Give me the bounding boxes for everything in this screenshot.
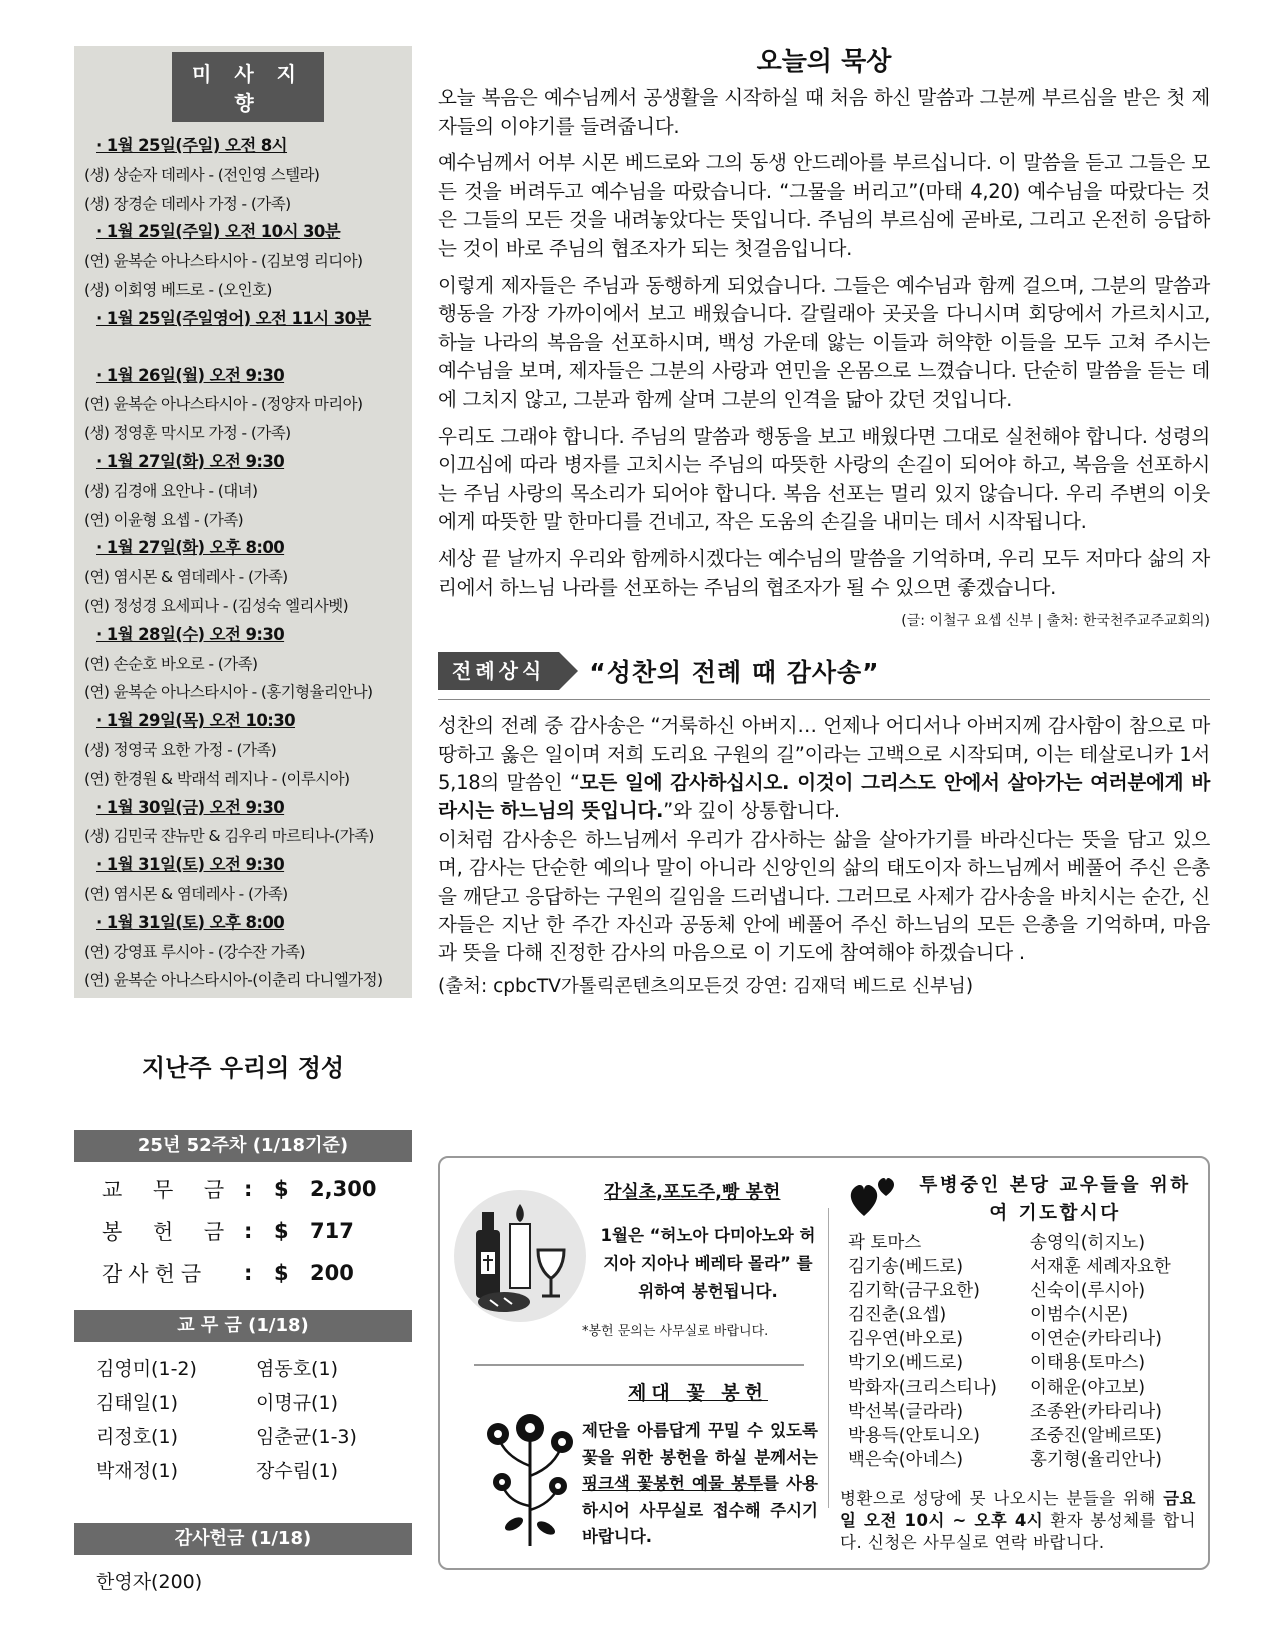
mass-intention: (생) 정영국 요한 가정 - (가족) <box>84 740 277 759</box>
patient-name: 홍기형(율리안나) <box>1030 1449 1162 1470</box>
kyomu-name: 김태일(1) <box>96 1392 178 1414</box>
patient-name: 서재훈 세례자요한 <box>1030 1257 1171 1278</box>
mass-intentions-box <box>74 46 412 998</box>
mass-date-text: · 1월 30일(금) 오전 9:30 <box>96 797 285 817</box>
kyomu-name: 김영미(1-2) <box>96 1358 197 1380</box>
offering-amount: 200 <box>310 1261 354 1285</box>
meditation-source: (글: 이철구 요셉 신부 | 출처: 한국천주교주교회의) <box>901 613 1210 630</box>
patient-name: 이태용(토마스) <box>1030 1353 1146 1374</box>
patient-name: 이범수(시몬) <box>1030 1305 1129 1326</box>
mass-date <box>84 534 412 563</box>
mass-intention: (연) 손순호 바오로 - (가족) <box>84 654 258 673</box>
mass-date <box>84 909 412 938</box>
patient-name: 이해운(야고보) <box>1030 1377 1146 1398</box>
altar-items-illustration <box>454 1190 586 1322</box>
offering-title: 지난주 우리의 정성 <box>141 1054 345 1082</box>
kyomu-name: 염동호(1) <box>256 1358 338 1380</box>
kyomu-name: 이명규(1) <box>256 1392 338 1414</box>
liturgy-body <box>438 712 1210 968</box>
patient-name: 백은숙(아네스) <box>848 1449 964 1470</box>
liturgy-source: (출처: cpbcTV가톨릭콘텐츠의모든것 강연: 김재덕 베드로 신부님) <box>438 975 974 997</box>
thanks-name: 한영자(200) <box>96 1571 203 1593</box>
offering-summary <box>74 1162 412 1294</box>
mass-intention: (연) 한경원 & 박래석 레지나 - (이루시아) <box>84 769 350 788</box>
thanks-bar: 감사헌금 (1/18) <box>74 1523 412 1555</box>
offering-cur: $ <box>274 1261 289 1285</box>
kyomu-name: 임춘균(1-3) <box>256 1426 357 1448</box>
mass-date-text: · 1월 26일(월) 오전 9:30 <box>96 365 285 385</box>
mass-date <box>84 621 412 650</box>
liturgy-text-2: ”와 깊이 상통합니다. <box>663 799 840 823</box>
patient-name: 신숙이(루시아) <box>1030 1281 1146 1302</box>
mass-intentions-list <box>84 132 412 995</box>
pray-foot-a: 병환으로 성당에 못 나오시는 분들을 위해 <box>840 1489 1164 1508</box>
offering-colon: : <box>244 1177 253 1201</box>
mass-intention: (연) 이윤형 요셉 - (가족) <box>84 510 244 529</box>
offering-colon: : <box>244 1219 253 1243</box>
mass-date-text: · 1월 29일(목) 오전 10:30 <box>96 711 295 731</box>
kyomu-name: 장수림(1) <box>256 1460 338 1482</box>
patient-name: 조중진(알베르또) <box>1030 1425 1162 1446</box>
meditation-body <box>438 84 1210 602</box>
offering-cur: $ <box>274 1219 289 1243</box>
divider <box>474 1364 804 1366</box>
flower-envelope: 핑크색 꽃봉헌 예물 봉투 <box>582 1474 763 1493</box>
mass-date-text: · 1월 27일(화) 오전 9:30 <box>96 451 285 471</box>
flower-text-b: 를 사용하시어 사무실로 접수해 주시기 바랍니다. <box>582 1474 818 1546</box>
mass-intention: (생) 이회영 베드로 - (오인호) <box>84 280 272 299</box>
donate-note: *봉헌 문의는 사무실로 바랍니다. <box>582 1324 769 1339</box>
mass-intention: (연) 염시몬 & 염데레사 - (가족) <box>84 568 288 587</box>
patient-name: 곽 토마스 <box>848 1233 922 1253</box>
mass-date-text: · 1월 31일(토) 오후 8:00 <box>96 912 285 932</box>
offering-label: 감사헌금 <box>102 1262 208 1286</box>
patient-name: 박용득(안토니오) <box>848 1425 980 1446</box>
mass-intention: (연) 윤복순 아나스타시아 - (김보영 리디아) <box>84 252 363 271</box>
patient-name: 박기오(베드로) <box>848 1353 964 1374</box>
mass-intention: (생) 김민국 쟌뉴만 & 김우리 마르티나-(가족) <box>84 827 374 846</box>
mass-intention: (연) 정성경 요세피나 - (김성숙 엘리사벳) <box>84 596 349 615</box>
flower-text <box>582 1418 818 1551</box>
offering-row <box>102 1252 412 1294</box>
meditation-paragraph: 예수님께서 어부 시몬 베드로와 그의 동생 안드레아를 부르십니다. 이 말씀을 듣고 그들은 모든 것을 버려두고 예수님을 따랐습니다. “그물을 버리고”(마태 4,20) 예수님을 따랐다는 것은 그들의 모든 것을 내려놓았다는 뜻입니다. 주님의 부르심에 곧바로, 그리고 온전히 응답하는 것이 바로 주님의 협조자가 되는 첫걸음입니다. <box>438 151 1210 260</box>
flower-title: 제대 꽃 봉헌 <box>628 1382 768 1404</box>
meditation-paragraph: 세상 끝 날까지 우리와 함께하시겠다는 예수님의 말씀을 기억하며, 우리 모두 저마다 삶의 자리에서 하느님 나라를 선포하는 주님의 협조자가 될 수 있으면 좋겠습니다. <box>438 546 1210 599</box>
mass-date <box>84 132 412 161</box>
mass-date <box>84 305 412 334</box>
offering-cur: $ <box>274 1177 289 1201</box>
right-column <box>438 40 1210 998</box>
mass-intention: (연) 윤복순 아나스타시아-(이춘리 다니엘가정) <box>84 971 383 990</box>
patient-name: 김기송(베드로) <box>848 1257 964 1278</box>
mass-gap <box>84 334 412 362</box>
meditation-paragraph: 우리도 그래야 합니다. 주님의 말씀과 행동을 보고 배웠다면 그대로 실천해야 합니다. 성령의 이끄심에 따라 병자를 고치시는 주님의 따뜻한 사랑의 손길이 되어야 하고, 복음을 선포하시는 주님 사랑의 목소리가 되어야 합니다. 복음 선포는 멀리 있지 않습니다. 우리 주변의 이웃에게 따뜻한 말 한마디를 건네고, 작은 도움의 손길을 내미는 데서 시작됩니다. <box>438 424 1210 534</box>
flower-icon <box>484 1406 576 1552</box>
meditation-paragraph: 이렇게 제자들은 주님과 동행하게 되었습니다. 그들은 예수님과 함께 걸으며, 그분의 말씀과 행동을 가장 가까이에서 보고 배웠습니다. 갈릴래아 곳곳을 다니시며 회당에서 가르치시고, 하늘 나라의 복음을 선포하시며, 백성 가운데 앓는 이들과 허약한 이들을 모두 고쳐 주시는 예수님을 보며, 제자들은 그분의 사랑과 연민을 온몸으로 느꼈습니다. 단순히 말씀을 듣는 데에 그치지 않고, 그분과 함께 살며 그분의 인격을 닮아 갔던 것입니다. <box>438 273 1210 411</box>
meditation-paragraph: 오늘 복음은 예수님께서 공생활을 시작하실 때 처음 하신 말씀과 그분께 부르심을 받은 첫 제자들의 이야기를 들려줍니다. <box>438 86 1210 138</box>
mass-intention: (연) 염시몬 & 염데레사 - (가족) <box>84 884 288 903</box>
left-column <box>74 46 412 1594</box>
vertical-divider <box>828 1208 829 1508</box>
liturgy-bold-quote: 모든 일에 감사하십시오. 이것이 그리스도 안에서 살아가는 여러분에게 바라시는 하느님의 뜻입니다. <box>438 770 1210 823</box>
offering-row <box>102 1210 412 1252</box>
offering-label: 봉 헌 금 <box>102 1220 237 1244</box>
mass-date <box>84 851 412 880</box>
patient-name: 김기학(금구요한) <box>848 1281 980 1302</box>
mass-intention: (연) 윤복순 아나스타시아 - (정양자 마리아) <box>84 395 363 414</box>
patient-name: 박화자(크리스티나) <box>848 1377 997 1398</box>
liturgy-text-3: 이처럼 감사송은 하느님께서 우리가 감사하는 삶을 살아가기를 바라신다는 뜻을 담고 있으며, 감사는 단순한 예의나 말이 아니라 신앙인의 삶의 태도이자 하느님께서 베풀어 주신 은총을 깨닫고 응답하는 구원의 길임을 드러냅니다. 그러므로 사제가 감사송을 바치시는 순간, 신자들은 지난 한 주간 자신과 공동체 안에 베풀어 주신 하느님의 모든 은총을 기억하며, 마음과 뜻을 다해 진정한 감사의 마음으로 이 기도에 참여해야 하겠습니다 . <box>438 827 1210 965</box>
kyomu-bar: 교 무 금 (1/18) <box>74 1310 412 1342</box>
kyomu-name: 박재정(1) <box>96 1460 178 1482</box>
offering-amount: 2,300 <box>310 1177 377 1201</box>
mass-date-text: · 1월 31일(토) 오전 9:30 <box>96 855 285 875</box>
mass-intention: (생) 김경애 요안나 - (대녀) <box>84 481 258 500</box>
offering-label: 교 무 금 <box>102 1178 237 1202</box>
mass-date-text: · 1월 25일(주일영어) 오전 11시 30분 <box>96 308 371 328</box>
mass-date <box>84 448 412 477</box>
offering-colon: : <box>244 1261 253 1285</box>
kyomu-names <box>74 1342 412 1483</box>
mass-intention: (연) 윤복순 아나스타시아 - (홍기형율리안나) <box>84 683 373 702</box>
patient-name: 송영익(히지노) <box>1030 1233 1146 1253</box>
mass-date <box>84 707 412 736</box>
patient-name: 김진춘(요셉) <box>848 1305 947 1326</box>
mass-intention: (생) 장경순 데레사 가정 - (가족) <box>84 194 291 213</box>
offering-week-bar: 25년 52주차 (1/18기준) <box>74 1130 412 1162</box>
mass-date <box>84 362 412 391</box>
patient-name: 박선복(글라라) <box>848 1401 964 1422</box>
mass-date <box>84 218 412 247</box>
patient-name: 조종완(카타리나) <box>1030 1401 1162 1422</box>
mass-date <box>84 794 412 823</box>
donate-title: 감실초,포도주,빵 봉헌 <box>604 1182 781 1203</box>
offering-row <box>102 1168 412 1210</box>
kyomu-name: 리정호(1) <box>96 1426 178 1448</box>
pray-foot-bold: 금요일 오전 10시 ~ 오후 4시 <box>840 1489 1196 1530</box>
mass-date-text: · 1월 28일(수) 오전 9:30 <box>96 624 285 644</box>
liturgy-header <box>438 648 1210 700</box>
donate-text: 1월은 “허노아 다미아노와 허지아 지아나 베레타 몰라” 를 위하여 봉헌됩니다. <box>600 1226 816 1301</box>
mass-date-text: · 1월 25일(주일) 오전 8시 <box>96 136 288 155</box>
liturgy-tag: 전례상식 <box>438 652 559 690</box>
pray-title: 투병중인 본당 교우들을 위하여 기도합시다 <box>919 1175 1191 1224</box>
flower-text-a: 제단을 아름답게 꾸밀 수 있도록 꽃을 위한 봉헌을 하실 분께서는 <box>582 1421 818 1467</box>
candle-wine-bread-icon <box>454 1190 586 1322</box>
mass-date-text: · 1월 27일(화) 오후 8:00 <box>96 538 285 558</box>
pray-foot <box>840 1488 1196 1554</box>
mass-intention: (생) 정영훈 막시모 가정 - (가족) <box>84 424 291 443</box>
pray-foot-b: 환자 봉성체를 합니다. 신청은 사무실로 연락 바랍니다. <box>840 1511 1197 1552</box>
mass-date-text: · 1월 25일(주일) 오전 10시 30분 <box>96 222 341 242</box>
offering-amount: 717 <box>310 1219 354 1243</box>
meditation-title: 오늘의 묵상 <box>756 47 892 77</box>
mass-intentions-title: 미 사 지 향 <box>172 52 324 122</box>
thanks-names <box>74 1555 412 1594</box>
pray-list <box>848 1232 1200 1472</box>
mass-intention: (생) 상순자 데레사 - (전인영 스텔라) <box>84 165 320 184</box>
liturgy-text-1: 성찬의 전례 중 감사송은 “거룩하신 아버지… 언제나 어디서나 아버지께 감사함이 참으로 마땅하고 옳은 일이며 저희 도리요 구원의 길”이라는 고백으로 시작되며, 이는 테살로니카 1서 5,18의 말씀인 “ <box>438 714 1210 794</box>
notice-box <box>438 1156 1210 1570</box>
hearts-icon <box>848 1172 902 1220</box>
patient-name: 김우연(바오로) <box>848 1329 964 1350</box>
liturgy-title: “성찬의 전례 때 감사송” <box>589 657 880 687</box>
mass-intention: (연) 강영표 루시아 - (강수잔 가족) <box>84 942 305 961</box>
patient-name: 이연순(카타리나) <box>1030 1329 1162 1350</box>
